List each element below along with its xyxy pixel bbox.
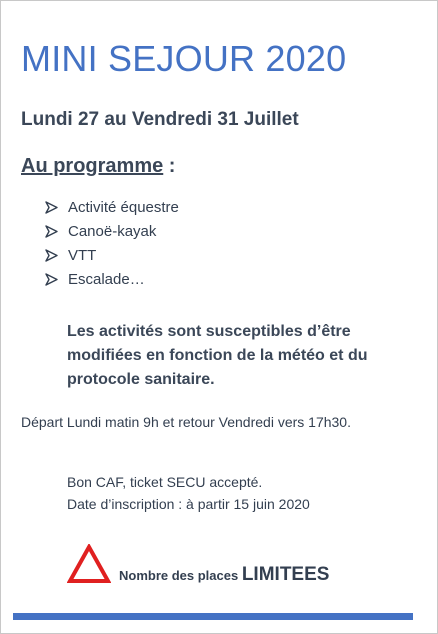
document-title: MINI SEJOUR 2020 bbox=[21, 38, 347, 79]
activity-list bbox=[45, 195, 179, 291]
notice-line: Les activités sont susceptibles d’être bbox=[67, 323, 351, 340]
activity-label: Escalade… bbox=[68, 270, 145, 288]
list-item bbox=[45, 219, 179, 243]
places-label: Nombre des places bbox=[119, 568, 242, 583]
warning-triangle-icon bbox=[67, 544, 111, 584]
list-item bbox=[45, 267, 179, 291]
places-emphasis: LIMITEES bbox=[241, 564, 330, 585]
notice-line: modifiées en fonction de la météo et du bbox=[67, 347, 368, 364]
payment-info bbox=[67, 471, 310, 515]
activity-label: Canoë-kayak bbox=[68, 222, 157, 240]
list-item bbox=[45, 243, 179, 267]
program-heading-colon: : bbox=[163, 155, 176, 177]
arrowhead-bullet-icon bbox=[45, 249, 58, 262]
event-dates: Lundi 27 au Vendredi 31 Juillet bbox=[21, 109, 299, 130]
program-heading-label: Au programme bbox=[21, 155, 164, 177]
places-notice bbox=[119, 564, 329, 586]
arrowhead-bullet-icon bbox=[45, 225, 58, 238]
program-heading bbox=[21, 155, 175, 178]
activity-label: Activité équestre bbox=[68, 198, 179, 216]
arrowhead-bullet-icon bbox=[45, 273, 58, 286]
notice-line: protocole sanitaire. bbox=[67, 371, 215, 388]
list-item bbox=[45, 195, 179, 219]
payment-line: Bon CAF, ticket SECU accepté. bbox=[67, 474, 263, 490]
departure-info: Départ Lundi matin 9h et retour Vendredi vers 17h30. bbox=[21, 414, 351, 430]
conditions-notice bbox=[67, 320, 417, 392]
footer-bar bbox=[13, 613, 413, 620]
payment-line: Date d’inscription : à partir 15 juin 2020 bbox=[67, 496, 310, 512]
arrowhead-bullet-icon bbox=[45, 201, 58, 214]
activity-label: VTT bbox=[68, 246, 97, 264]
